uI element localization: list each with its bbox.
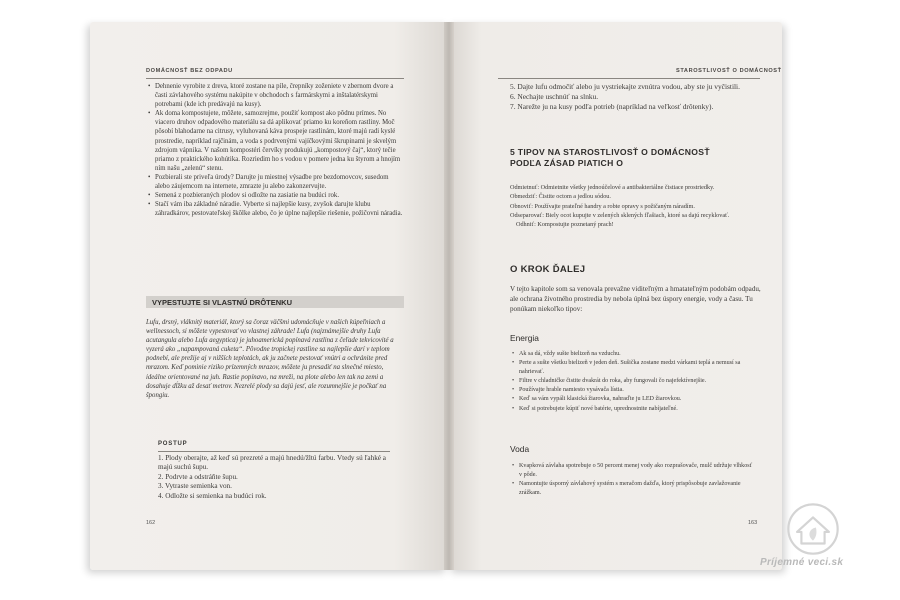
tip-item: Odhniť: Kompostujte poznetaný prach! <box>516 221 614 229</box>
left-bullet: • Dehnenie vyrobite z dreva, ktoré zostane na píle, črepníky zoženiete v zbernom dvore a časti závlahového systému nakúpite v obchodoch s farmárskymi a inštalatérskymi potrebami (kde ich predávajú na kusy). <box>148 82 404 109</box>
energia-bullet: • Keď sa vám vypáli klasická žiarovka, nahraďte ju LED žiarovkou. <box>512 395 756 404</box>
tips-heading-line2: PODĽA ZÁSAD PIATICH O <box>510 158 624 168</box>
watermark-text: Príjemné veci.sk <box>760 557 844 568</box>
sidebar-box-title <box>146 296 404 308</box>
step: 1. Plody oberajte, až keď sú prezreté a majú hnedú/žltú farbu. Vtedy sú ľahké a majú suchú šupu. <box>158 453 386 472</box>
section-paragraph: V tejto kapitole som sa venovala prevažne viditeľným a hmatateľným podobám odpadu, ale ochrana životného prostredia by nebola úplná bez úspory energie, vody a času. Tu ponúkam niekoľko tipov: <box>510 285 761 314</box>
voda-bullet: • Namontujte úsporný závlahový systém s meračom dažďa, ktorý prispôsobuje zavlažovanie zrážkam. <box>512 480 756 498</box>
house-leaf-logo-icon <box>784 500 842 558</box>
voda-list <box>512 462 756 498</box>
postup-label: POSTUP <box>158 440 390 452</box>
step: 7. Narežte ju na kusy podľa potrieb (napríklad na veľkosť drôtenky). <box>510 102 714 112</box>
step: 3. Vytraste semienka von. <box>158 482 232 491</box>
energia-heading: Energia <box>510 333 539 343</box>
step: 5. Dajte lufu odmočiť alebo ju vystriekajte zvnútra vodou, aby ste ju vyčistili. <box>510 82 740 91</box>
energia-bullet: • Ak sa dá, vždy sušte bielizeň na vzduchu. <box>512 350 756 359</box>
energia-bullet: • Filtre v chladničke čistite dvakrát do roka, aby fungovali čo najefektívnejšie. <box>512 377 756 386</box>
postup-section <box>158 440 390 502</box>
left-bullet: • Ak doma kompostujete, môžete, samozrejme, použiť kompost ako pôdnu prímes. No viacero druhov odpadového materiálu sa dá aplikovať priamo ku koreňom rastliny. Moč pôsobí blahodarne na citrusy, vyluhovaná káva prospeje rastlinám, ktoré majú radi kyslé prostredie, napríklad rajčinám, a voda s podrvenými vajíčkovými škrupinami je skvelým zdrojom vápnika. V našom kompostéri červíky produkujú „kompostový čaj“, ktorý tečie priamo z praktického kohútika. Rozriedim ho s vodou v pomere jedna ku štyrom a hnojím ním našu „zelenú“ stenu. <box>148 109 404 173</box>
left-running-head: DOMÁCNOSŤ BEZ ODPADU <box>146 68 233 74</box>
left-bullet: • Stačí vám iba základné náradie. Vyberte si najlepšie kusy, zvyšok darujte klubu záhradkárov, pestovateľskej škôlke alebo, čo je úplne najlepšie riešenie, požičovni náradia. <box>148 200 404 218</box>
step: 2. Podrvte a odstráňte šupu. <box>158 472 238 481</box>
left-page-number: 162 <box>146 520 156 526</box>
tips-heading <box>510 147 760 169</box>
energia-list <box>512 350 756 414</box>
tip-item: Obnoviť: Používajte prateľné handry a robte opravy s požičaným náradím. <box>510 202 695 210</box>
left-bullet: • Semená z pozbieraných plodov si odložte na zasiatie na budúci rok. <box>148 191 404 200</box>
book-gutter <box>444 22 454 570</box>
step: 4. Odložte si semienka na budúci rok. <box>158 491 267 500</box>
energia-bullet: • Perte a sušte všetku bielizeň v jeden deň. Sušička zostane medzi várkami teplá a nemusí sa nahrievať. <box>512 359 756 377</box>
steps-continued <box>510 82 758 113</box>
tip-item: Odmietnuť: Odmietnite všetky jednoúčelové a antibakteriálne čistiace prostriedky. <box>510 184 715 191</box>
right-head-rule <box>498 78 760 79</box>
voda-heading: Voda <box>510 444 530 454</box>
box-title-text: VYPESTUJTE SI VLASTNÚ DRÔTENKU <box>152 298 293 307</box>
right-page-number: 163 <box>748 520 758 526</box>
step: 6. Nechajte uschnúť na slnku. <box>510 92 599 102</box>
tips-list <box>510 183 760 229</box>
left-bullet: • Pozbierali ste priveľa úrody? Darujte ju miestnej výsadbe pre bezdomovcov, susedom alebo záujemcom na internete, zmrazte ju alebo zakonzervujte. <box>148 173 404 191</box>
energia-bullet: • Keď si potrebujete kúpiť nové batérie, uprednostnite nabíjateľné. <box>512 405 756 414</box>
tip-item: Odseparovať: Biely ocot kupujte v zelených sklených fľašiach, ktoré sa dajú recyklovať. <box>510 211 730 219</box>
tips-heading-line1: 5 TIPOV NA STAROSTLIVOSŤ O DOMÁCNOSŤ <box>510 147 710 157</box>
energia-bullet: • Používajte hrable namiesto vysávača lístia. <box>512 386 756 395</box>
left-head-rule <box>146 78 404 79</box>
tip-item: Obmedziť: Čistite octom a jedlou sódou. <box>510 193 611 201</box>
voda-bullet: • Kvapková závlaha spotrebuje o 50 percent menej vody ako rozprašovače, mulč udržuje vlhkosť v pôde. <box>512 462 756 480</box>
right-running-head: STAROSTLIVOSŤ O DOMÁCNOSŤ <box>676 68 782 74</box>
luffa-paragraph: Lufu, drsný, vláknitý materiál, ktorý sa čoraz väčšmi udomácňuje v našich kúpeľniach a wellnessoch, si môžete vypestovať vo vlastnej záhrade! Lufa (najznámejšie druhy Lufa acutangula alebo Lufa aegyptica) je juhoamerická popínavá rastlina z čeľade tekvicovité a vyzerá ako „napampovaná cuketa“. Pôvodne tropickej rastline sa najlepšie darí v teplom podnebí, ale prežije aj v nižších teplotách, ak ju začnete pestovať vnútri a ochránite pred mrazom. Keď pominie riziko prízemných mrazov, môžete ju presadiť na slnečné miesto, ideálne orientované na juh. Rastie popínavo, na mreži, na plote alebo len tak na zemi a dosahuje dĺžku až desať metrov. Nezrelé plody sa dajú jesť, ale rozumnejšie je počkať na špongiu. <box>146 319 394 399</box>
section-heading: O KROK ĎALEJ <box>510 264 586 275</box>
left-bullets <box>148 82 404 218</box>
